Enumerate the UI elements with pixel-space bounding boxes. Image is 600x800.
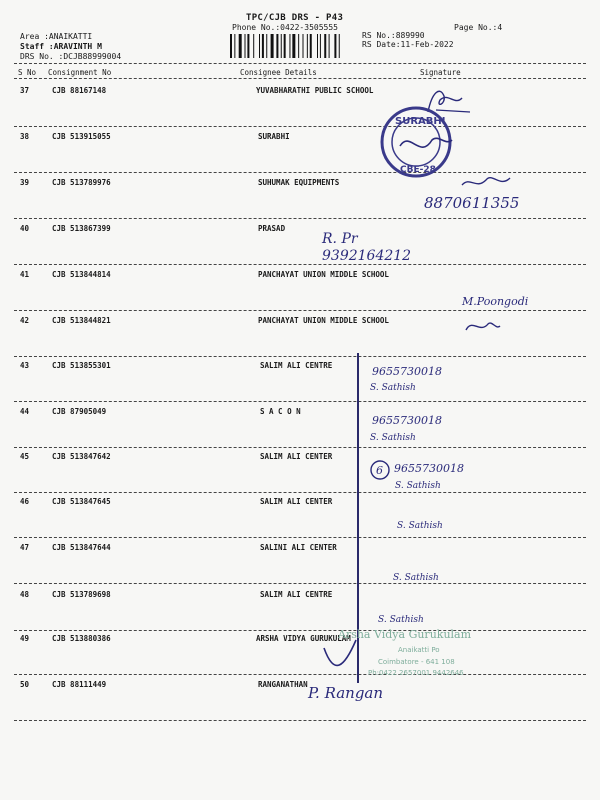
divider [14,720,586,721]
divider [14,264,586,265]
row-consignee: SALIM ALI CENTRE [260,590,333,599]
divider [14,447,586,448]
barcode-bar [310,34,312,58]
handwritten-signature: S. Sathish [393,573,439,583]
divider [14,492,586,493]
barcode-bar [317,34,318,58]
barcode-bar [324,34,326,58]
table-row [0,132,600,146]
handwritten-signature: S. Sathish [370,383,416,393]
divider [14,401,586,402]
row-consignee: YUVABHARATHI PUBLIC SCHOOL [256,86,374,95]
table-row [0,452,600,466]
table-row [0,316,600,330]
circled-number-text: 6 [376,464,383,477]
row-sno: 50 [20,680,30,689]
divider [14,126,586,127]
col-signature-header: Signature [420,68,461,77]
row-sno: 46 [20,497,30,506]
table-row [0,178,600,192]
barcode-bar [339,34,340,58]
row-consignment-no: CJB 513855301 [52,361,111,370]
table-row [0,590,600,604]
barcode-bar [234,34,235,58]
barcode-bar [245,34,246,58]
row-consignee: SALIM ALI CENTER [260,452,333,461]
divider [14,356,586,357]
table-row [0,270,600,284]
barcode-bar [259,34,260,58]
phone-number: Phone No.:0422-3505555 [232,23,338,32]
drs-number: DRS No. :DCJB88999004 [20,52,122,61]
row-consignment-no: CJB 513847644 [52,543,111,552]
barcode-bar [292,34,295,58]
row-consignment-no: CJB 513915055 [52,132,111,141]
divider [14,218,586,219]
barcode-bar [262,34,264,58]
row-consignee: PRASAD [258,224,286,233]
handwritten-signature: S. Sathish [370,433,416,443]
barcode-bar [247,34,249,58]
rs-date: RS Date:11-Feb-2022 [362,40,454,49]
handwritten-phone: 9655730018 [372,365,442,378]
row-sno: 49 [20,634,30,643]
barcode-bar [298,34,299,58]
row-consignment-no: CJB 513844814 [52,270,111,279]
barcode-bar [320,34,321,58]
stamp-text: Coimbatore - 641 108 [378,658,455,666]
row-sno: 41 [20,270,30,279]
row-consignment-no: CJB 513880386 [52,634,111,643]
row-consignment-no: CJB 513844821 [52,316,111,325]
table-row [0,361,600,375]
row-consignee: ARSHA VIDYA GURUKULAM [256,634,351,643]
barcode-bar [289,34,290,58]
handwritten-signature: M.Poongodi [462,295,529,308]
row-consignment-no: CJB 513867399 [52,224,111,233]
row-sno: 39 [20,178,30,187]
barcode-bar [284,34,286,58]
table-row [0,224,600,238]
divider [14,537,586,538]
table-row [0,497,600,511]
area-label: Area :ANAIKATTI [20,32,93,41]
divider [14,630,586,631]
row-consignee: RANGANATHAN [258,680,308,689]
barcode-bar [271,34,274,58]
stamp-text: SURABHI [395,116,446,127]
barcode-bar [266,34,267,58]
col-consignment-header: Consignment No [48,68,112,77]
barcode-bar [281,34,282,58]
row-consignment-no: CJB 513789698 [52,590,111,599]
page-number: Page No.:4 [454,23,503,32]
rs-number: RS No.:889990 [362,31,425,40]
signature-bracket [357,353,359,683]
handwritten-signature: S. Sathish [378,615,424,625]
barcode-bar [230,34,232,58]
row-sno: 37 [20,86,30,95]
row-sno: 45 [20,452,30,461]
handwritten-signature: R. Pr [322,231,358,247]
table-row [0,86,600,100]
stamp-text: CBE-28 [400,165,436,175]
barcode-bar [329,34,330,58]
row-consignee: SALINI ALI CENTER [260,543,337,552]
stamp-text: Arsha Vidya Gurukulam [338,628,472,641]
handwritten-phone: 9655730018 [394,462,464,475]
row-sno: 42 [20,316,30,325]
row-sno: 40 [20,224,30,233]
barcode-bar [307,34,308,58]
signature-scribble [436,110,470,112]
row-consignment-no: CJB 513847642 [52,452,111,461]
table-row [0,407,600,421]
staff-label: Staff :ARAVINTH M [20,42,102,51]
row-consignment-no: CJB 88111449 [52,680,107,689]
divider [14,78,586,79]
handwritten-signature: P. Rangan [308,684,384,702]
barcode-bar [253,34,254,58]
row-sno: 43 [20,361,30,370]
stamp-text: Ph:0422 2657001 9442646 [368,669,464,677]
row-consignee: SURABHI [258,132,290,141]
row-sno: 44 [20,407,30,416]
handwritten-phone: 8870611355 [424,194,520,212]
divider [14,63,586,64]
table-row [0,543,600,557]
table-row [0,680,600,694]
row-consignment-no: CJB 513847645 [52,497,111,506]
divider [14,310,586,311]
barcode-bar [303,34,304,58]
row-consignee: PANCHAYAT UNION MIDDLE SCHOOL [258,316,389,325]
stamp-text: Anaikatti Po [398,646,440,654]
row-consignee: SALIM ALI CENTRE [260,361,333,370]
row-consignment-no: CJB 88167148 [52,86,107,95]
table-row [0,634,600,648]
row-consignment-no: CJB 87905049 [52,407,107,416]
barcode [230,34,354,58]
row-consignee: S A C O N [260,407,301,416]
barcode-bar [334,34,336,58]
col-sno-header: S No [18,68,37,77]
col-consignee-header: Consignee Details [240,68,317,77]
handwritten-phone: 9392164212 [322,248,412,264]
divider [14,583,586,584]
row-sno: 48 [20,590,30,599]
barcode-bar [239,34,242,58]
divider [14,172,586,173]
row-sno: 38 [20,132,30,141]
row-consignee: SALIM ALI CENTER [260,497,333,506]
handwritten-signature: S. Sathish [395,481,441,491]
document-title: TPC/CJB DRS - P43 [246,13,344,23]
handwritten-phone: 9655730018 [372,414,442,427]
row-consignee: SUHUMAK EQUIPMENTS [258,178,340,187]
row-sno: 47 [20,543,30,552]
divider [14,674,586,675]
handwritten-signature: S. Sathish [397,521,443,531]
row-consignee: PANCHAYAT UNION MIDDLE SCHOOL [258,270,389,279]
row-consignment-no: CJB 513789976 [52,178,111,187]
barcode-bar [276,34,278,58]
